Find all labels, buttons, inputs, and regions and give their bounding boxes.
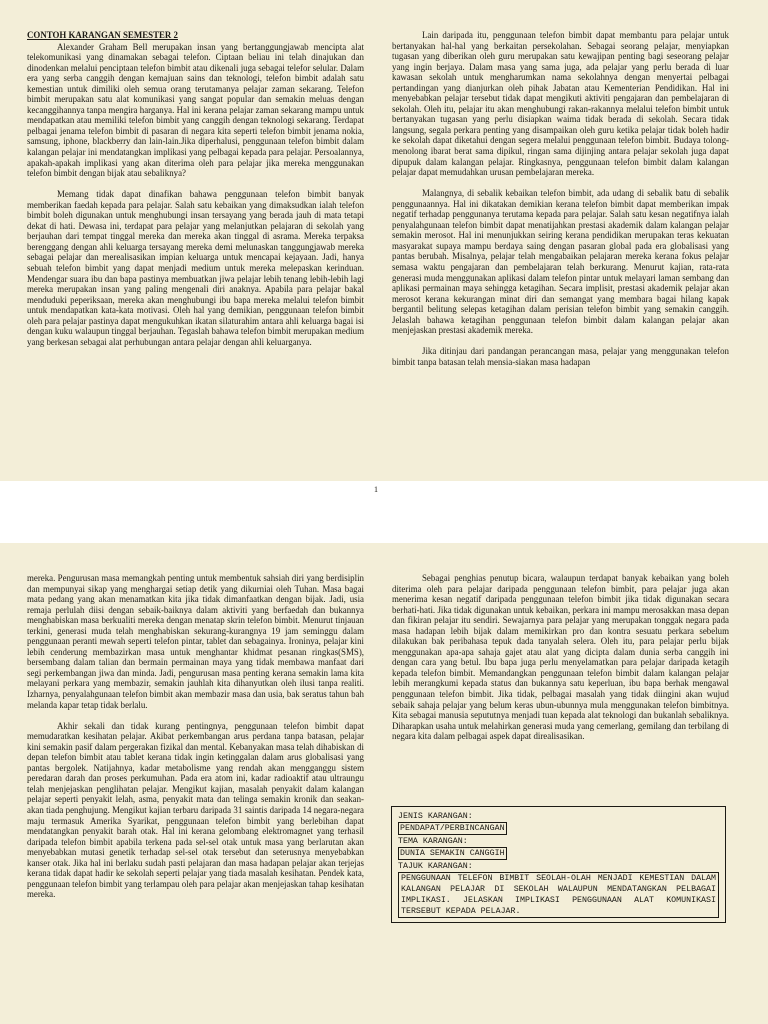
essay-info-box: [391, 806, 726, 923]
page-gap: [0, 481, 768, 543]
page1-right-column: [392, 30, 729, 367]
paragraph-body-1: Memang tidak dapat dinafikan bahawa penggunaan telefon bimbit banyak memberikan faedah kepada para pelajar. Salah satu kebaikan yang dimaksudkan ialah telefon bimbit boleh digunakan untuk menghubungi insan tersayang yang berada jauh di mata tetapi dekat di hati. Dewasa ini, terdapat para pelajar yang melanjutkan pelajaran di sekolah yang berjauhan dari tempat tinggal mereka dan mereka akan tinggal di asrama. Mereka terpaksa berenggang dengan ahli keluarga tersayang mereka demi melunaskan tanggungjawab mereka sebagai pelajar dan merealisasikan impian keluarga untuk mencapai kejayaan. Jadi, hanya sebuah telefon bimbit yang dapat menjadi medium untuk mereka melepaskan kerinduan. Mendengar suara ibu dan bapa pastinya membuatkan jiwa pelajar lebih tenang lebih-lebih lagi mereka merupakan insan yang paling mengenali diri anaknya. Apabila para pelajar bakal menduduki peperiksaan, mereka akan menghubungi ibu bapa mereka melalui telefon bimbit untuk mendapatkan kata-kata motivasi. Oleh hal yang demikian, penggunaan telefon bimbit oleh para pelajar pastinya dapat mengukuhkan ikatan silaturahim antara ahli keluarga bagai isi dengan kuku walaupun tinggal berjauhan. Tegaslah bahawa telefon bimbit merupakan medium yang berkesan sebagai alat perhubungan antara pelajar dengan ahli keluarganya.: [27, 189, 364, 347]
document-page-2: [0, 543, 768, 1024]
page-number: 1: [374, 485, 378, 494]
paragraph-body-4-start: Jika ditinjau dari pandangan perancangan masa, pelajar yang menggunakan telefon bimbit tanpa batasan telah mensia-siakan masa hadapan: [392, 346, 729, 367]
page2-right-column: [392, 573, 729, 742]
genre-label: JENIS KARANGAN:: [398, 812, 473, 821]
theme-label: TEMA KARANGAN:: [398, 837, 468, 846]
page2-left-column: [27, 573, 364, 900]
genre-value: PENDAPAT/PERBINCANGAN: [400, 824, 505, 833]
essay-heading: CONTOH KARANGAN SEMESTER 2: [27, 30, 178, 40]
title-value: PENGGUNAAN TELEFON BIMBIT SEOLAH-OLAH MENJADI KEMESTIAN DALAM KALANGAN PELAJAR DI SEKOLAH WALAUPUN MENDATANGKAN PELBAGAI IMPLIKASI. JELASKAN IMPLIKASI PENGGUNAAN ALAT KOMUNIKASI TERSEBUT KEPADA PELAJAR.: [398, 872, 719, 918]
paragraph-body-5: Akhir sekali dan tidak kurang pentingnya, penggunaan telefon bimbit dapat memudaratkan kesihatan pelajar. Akibat perkembangan arus perdana tanpa batasan, pelajar kini semakin pasif dalam pergerakan fizikal dan mental. Kebanyakan masa telah dihabiskan di depan telefon bimbit atau tablet kerana tidak ingin ketinggalan dalam arus globalisasi yang pantas bergolek. Natijahnya, kadar metabolisme yang rendah akan mengganggu sistem peredaran darah dan proses perkumuhan. Pada era atom ini, kadar radioaktif atau ultraungu telah menjejaskan penglihatan pelajar. Mengikut kajian, masalah penyakit dalam kalangan pelajar seperti penyakit lelah, asma, penyakit mata dan telinga semakin kronik dan seakan-akan tiada penghujung. Mengikut kajian terbaru daripada 31 saintis daripada 14 negara-negara maju termasuk Amerika Syarikat, penggunaan telefon bimbit yang berlebihan dapat mendatangkan penyakit barah otak. Hal ini kerana gelombang elektromagnet yang terhasil daripada telefon bimbit apabila terkena pada sel-sel otak untuk masa yang berlarutan akan menyebabkan mutasi genetik terhadap sel-sel otak tersebut dan seterusnya menyebabkan kanser otak. Jika hal ini berlaku sudah pasti pelajaran dan masa hadapan pelajar akan terjejas kerana tidak dapat hadir ke sekolah seperti pelajar yang tiada masalah kesihatan. Pendek kata, penggunaan telefon bimbit yang terlampau oleh para pelajar akan menjejaskan tahap kesihatan mereka.: [27, 720, 364, 900]
theme-value: DUNIA SEMAKIN CANGGIH: [400, 849, 505, 858]
paragraph-introduction: Alexander Graham Bell merupakan insan yang bertanggungjawab mencipta alat telekomunikasi yang dinamakan sebagai telefon. Ciptaan beliau ini telah dinajukan dan dinodenkan melalui penciptaan telefon bimbit atau dikenali juga sebagai telefor selular. Dalam era yang serba canggih dengan kemajuan sains dan teknologi, telefon bimbit adalah satu kemestian untuk dimiliki oleh semua orang terutamanya pelajar zaman sekarang. Telefon bimbit merupakan satu alat komunikasi yang sangat popular dan semakin meluas dengan kecanggihannya tanpa mengira harganya. Hal ini kerana pelajar zaman sekarang mampu untuk mendapatkan atau memiliki telefon bimbit yang canggih dengan teknologi sekarang. Terdapat pelbagai jenama telefon bimbit di pasaran di negara kita seperti telefon bimbit jenama nokia, samsung, iphone, blackberry dan lain-lain.Jika diperhalusi, penggunaan telefon bimbit dalam kalangan pelajar ini mendatangkan implikasi yang pelbagai kepada para pelajar. Persoalannya, apakah-apakah implikasi yang akan diterima oleh para pelajar jika mereka menggunakan telefon bimbit dengan bijak atau sebaliknya?: [27, 41, 364, 179]
page1-left-column: [27, 30, 364, 347]
paragraph-body-2: Lain daripada itu, penggunaan telefon bimbit dapat membantu para pelajar untuk bertanyakan hal-hal yang berkaitan persekolahan. Sebagai seorang pelajar, menyiapkan tugasan yang diberikan oleh guru merupakan satu kewajipan penting bagi seseorang pelajar yang ingin berjaya. Dalam masa yang sama juga, ada pelajar yang perlu berada di luar kawasan sekolah untuk mengharumkan nama sekolahnya dengan menyertai pelbagai pertandingan yang dianjurkan oleh pihak Jabatan atau Kementerian Pendidikan. Hal ini menyebabkan pelajar tersebut tidak dapat mengikuti aktiviti pengajaran dan pembelajaran di sekolah. Oleh itu, pelajar itu akan menghubungi rakan-rakannya melalui telefon bimbit untuk bertanyakan tugasan yang perlu disiapkan waima tidak berada di sekolah. Secara tidak langsung, segala perkara penting yang disampaikan oleh guru ketika pelajar tidak boleh hadir ke sekolah dapat diketahui dengan segera melalui penggunaan telefon bimbit. Budaya tolong-menolong ibarat berat sama dipikul, ringan sama dijinjing antara pelajar sekolah juga dapat dipupuk dalam kalangan pelajar. Ringkasnya, penggunaan telefon bimbit dalam kalangan pelajar dapat memudahkan urusan pembelajaran mereka.: [392, 30, 729, 178]
document-page-1: [0, 0, 768, 481]
paragraph-conclusion: Sebagai penghias penutup bicara, walaupun terdapat banyak kebaikan yang boleh diterima oleh para pelajar daripada penggunaan telefon bimbit, para pelajar juga akan menerima kesan negatif daripada penggunaan telefon bimbit jika tidak digunakan secara berhati-hati. Jika tidak digunakan untuk kebaikan, perkara ini mampu merosakkan masa depan dan fikiran pelajar itu sendiri. Sewajarnya para pelajar yang merupakan tonggak negara pada masa hadapan lebih bijak dalam memikirkan pro dan kontra sesuatu perkara sebelum dilakukan bak peribahasa tepuk dada tanyalah selera. Oleh itu, para pelajar perlu bijak menggunakan apa-apa sahaja gajet atau alat yang dicipta dalam dunia serba canggih ini dengan cara yang betul. Ibu bapa juga perlu menyelamatkan para pelajar daripada ketagih kepada telefon bimbit. Memandangkan penggunaan telefon bimbit dalam kalangan pelajar lebih merangkumi kepada status dan bukannya satu keperluan, ibu bapa berhak mengawal penggunaan telefon bimbit. Jika tidak, pelbagai masalah yang tidak diingini akan wujud sebaik sahaja pelajar yang belum keras ubun-ubunnya mula menggunakan telefon bimbitnya. Kita sebagai manusia sepututnya menjadi tuan kepada alat teknologi dan bukanlah sebaliknya. Diharapkan usaha untuk melahirkan generasi muda yang cemerlang, gemilang dan terbilang di negara kita dalam pelbagai aspek dapat direalisasikan.: [392, 573, 729, 742]
paragraph-body-4-continued: mereka. Pengurusan masa memangkah penting untuk membentuk sahsiah diri yang berdisiplin dan mempunyai sikap yang menghargai setiap detik yang dikurniai oleh Tuhan. Masa bagai mata pedang yang akan menamatkan kita jika tidak dimanfaatkan dengan bijak. Jadi, usia remaja perlulah diisi dengan sebaik-baiknya dalam aktiviti yang berfaedah dan bukannya menghabiskan masa berkualiti mereka dengan menatap skrin telefon bimbit. Menurut tinjauan terkini, generasi muda telah menghabiskan sekurang-kurangnya 19 jam seminggu dalam penggunaan peranti mewah seperti telefon pintar, tablet dan sebagainya. Ironinya, pelajar kini lebih cenderung membazirkan masa untuk menghantar khidmat pesanan ringkas(SMS), bersembang dalam talian dan bermain permainan maya yang tidak membawa manfaat dari segi perkembangan jiwa dan minda. Jadi, pengurusan masa penting kerana semakin lama kita melayani perkara yang membazir, semakin jauhlah kita dihanyutkan oleh ilusi tanpa realiti. Izharnya, penyalahgunaan telefon bimbit akan membazir masa dan usia, bak seratus tahun bah melanda kapar tetap tidak berlalu.: [27, 573, 364, 710]
paragraph-body-3: Malangnya, di sebalik kebaikan telefon bimbit, ada udang di sebalik batu di sebalik penggunaannya. Hal ini dikatakan demikian kerana telefon bimbit dapat memberikan impak negatif terhadap penggunanya terutama kepada para pelajar. Salah satu kesan negatifnya ialah penyalahgunaan telefon bimbit dapat menatijahkan prestasi akademik dalam kalangan pelajar semakin merosot. Hal ini menunjukkan seiring kerana pendidikan merupakan teras kekuatan masyarakat supaya mampu berdaya saing dengan pasaran global pada era globalisasi yang pantas berubah. Misalnya, pelajar telah mengabaikan pelajaran mereka kerana fokus pelajar semasa waktu pengajaran dan pembelajaran telah berkurang. Menurut kajian, rata-rata generasi muda menggunakan aplikasi dalam telefon pintar untuk melayari laman sembang dan aplikasi permainan maya sehingga ketagihan. Secara implisit, prestasi akademik pelajar akan merosot kerana kekurangan minat diri dan semangat yang membara bagai hilang kapak bergantil belitung selepas ketagihan dalam perisian telefon bimbit yang semakin canggih. Jelaslah bahawa ketagihan penggunaan telefon bimbit dalam kalangan pelajar akan menjejaskan prestasi akademik mereka.: [392, 188, 729, 336]
title-label: TAJUK KARANGAN:: [398, 862, 473, 871]
